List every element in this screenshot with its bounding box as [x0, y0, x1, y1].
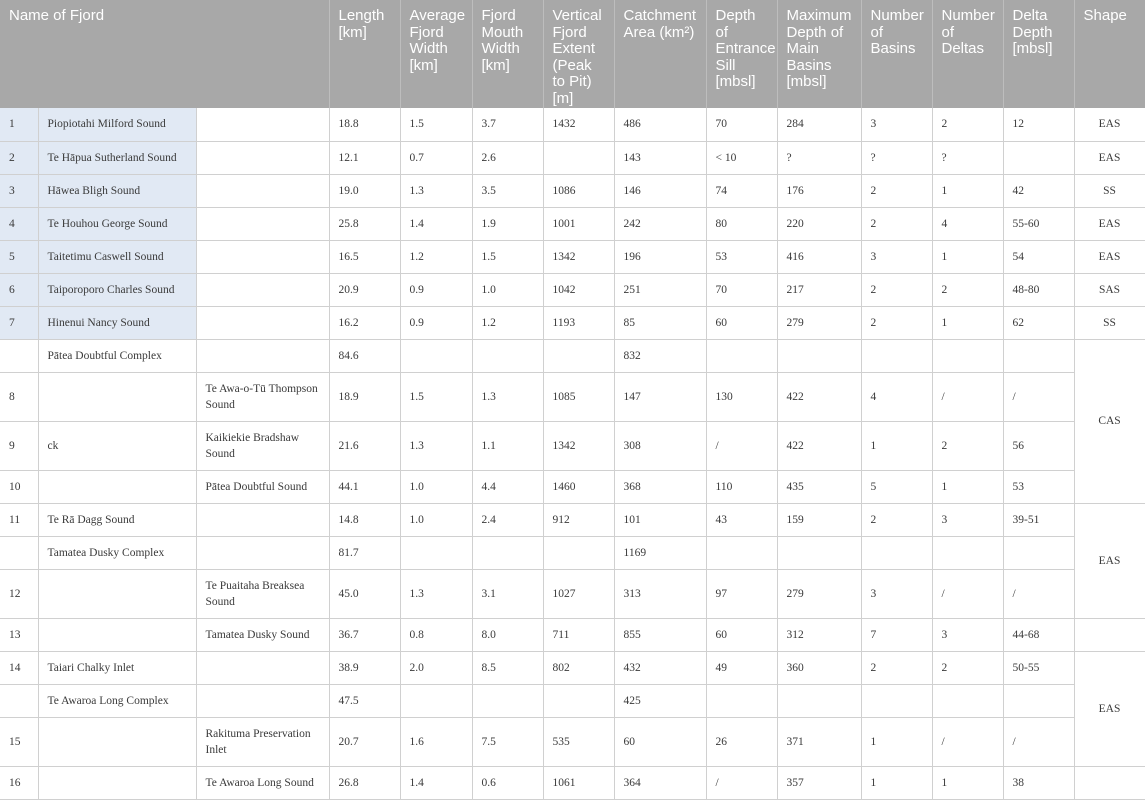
cell-shape: SAS — [1074, 273, 1145, 306]
cell-catchment: 60 — [614, 717, 706, 766]
cell-mouth-width: 0.6 — [472, 766, 543, 799]
row-number: 15 — [0, 717, 38, 766]
table-row — [0, 306, 1145, 339]
cell-catchment: 313 — [614, 569, 706, 618]
cell-delta-depth: 50-55 — [1003, 651, 1074, 684]
cell-deltas: / — [932, 569, 1003, 618]
cell-max-depth: 217 — [777, 273, 861, 306]
cell-basins: 4 — [861, 372, 932, 421]
row-number: 10 — [0, 470, 38, 503]
cell-mouth-width: 3.5 — [472, 174, 543, 207]
cell-vertical: 1027 — [543, 569, 614, 618]
cell-vertical — [543, 684, 614, 717]
cell-basins — [861, 684, 932, 717]
cell-basins: 3 — [861, 108, 932, 141]
cell-sill: 97 — [706, 569, 777, 618]
table-header-row — [0, 0, 1145, 108]
table-row — [0, 569, 1145, 618]
cell-max-depth: 422 — [777, 421, 861, 470]
cell-catchment: 832 — [614, 339, 706, 372]
cell-length: 12.1 — [329, 141, 400, 174]
cell-max-depth: 360 — [777, 651, 861, 684]
cell-shape: SS — [1074, 306, 1145, 339]
cell-vertical — [543, 339, 614, 372]
cell-mouth-width: 2.4 — [472, 503, 543, 536]
fjord-name: Te Hāpua Sutherland Sound — [38, 141, 196, 174]
cell-catchment: 364 — [614, 766, 706, 799]
cell-avg-width — [400, 536, 472, 569]
cell-length: 45.0 — [329, 569, 400, 618]
cell-max-depth — [777, 536, 861, 569]
fjord-name: Tamatea Dusky Complex — [38, 536, 196, 569]
fjord-name: Hinenui Nancy Sound — [38, 306, 196, 339]
cell-deltas: 3 — [932, 618, 1003, 651]
cell-avg-width: 1.0 — [400, 503, 472, 536]
fjord-name — [38, 618, 196, 651]
table-row — [0, 618, 1145, 651]
table-row — [0, 651, 1145, 684]
cell-avg-width: 1.2 — [400, 240, 472, 273]
cell-mouth-width: 1.9 — [472, 207, 543, 240]
cell-vertical: 1460 — [543, 470, 614, 503]
cell-mouth-width: 1.2 — [472, 306, 543, 339]
table-row — [0, 536, 1145, 569]
cell-mouth-width — [472, 684, 543, 717]
cell-sill: 49 — [706, 651, 777, 684]
cell-catchment: 486 — [614, 108, 706, 141]
cell-deltas: 1 — [932, 306, 1003, 339]
cell-max-depth: ? — [777, 141, 861, 174]
table-row — [0, 174, 1145, 207]
cell-max-depth: 279 — [777, 306, 861, 339]
table-row — [0, 684, 1145, 717]
cell-shape: EAS — [1074, 108, 1145, 141]
cell-basins: 2 — [861, 306, 932, 339]
row-number — [0, 536, 38, 569]
cell-basins: 1 — [861, 421, 932, 470]
cell-sill — [706, 684, 777, 717]
table-row — [0, 339, 1145, 372]
cell-delta-depth: 39-51 — [1003, 503, 1074, 536]
cell-catchment: 1169 — [614, 536, 706, 569]
cell-sill — [706, 339, 777, 372]
cell-mouth-width: 1.5 — [472, 240, 543, 273]
cell-avg-width: 2.0 — [400, 651, 472, 684]
sub-fjord-name: Te Awaroa Long Sound — [196, 766, 329, 799]
cell-avg-width: 1.3 — [400, 421, 472, 470]
row-number: 5 — [0, 240, 38, 273]
cell-avg-width: 0.8 — [400, 618, 472, 651]
cell-mouth-width: 7.5 — [472, 717, 543, 766]
cell-mouth-width: 3.1 — [472, 569, 543, 618]
cell-vertical: 1085 — [543, 372, 614, 421]
table-row — [0, 273, 1145, 306]
sub-fjord-name — [196, 684, 329, 717]
cell-delta-depth: 48-80 — [1003, 273, 1074, 306]
cell-avg-width: 1.3 — [400, 174, 472, 207]
cell-vertical: 1342 — [543, 240, 614, 273]
cell-avg-width — [400, 684, 472, 717]
cell-deltas: 1 — [932, 240, 1003, 273]
cell-delta-depth — [1003, 536, 1074, 569]
cell-max-depth: 312 — [777, 618, 861, 651]
cell-avg-width: 1.4 — [400, 766, 472, 799]
cell-max-depth: 159 — [777, 503, 861, 536]
cell-deltas: 2 — [932, 108, 1003, 141]
sub-fjord-name: Pātea Doubtful Sound — [196, 470, 329, 503]
cell-shape: SS — [1074, 174, 1145, 207]
table-row — [0, 470, 1145, 503]
header-number-of-basins: Number of Basins — [861, 0, 932, 108]
header-mouth-width: Fjord Mouth Width [km] — [472, 0, 543, 108]
cell-basins: 1 — [861, 717, 932, 766]
cell-deltas — [932, 684, 1003, 717]
cell-delta-depth: 44-68 — [1003, 618, 1074, 651]
cell-max-depth: 284 — [777, 108, 861, 141]
fjord-name: Piopiotahi Milford Sound — [38, 108, 196, 141]
cell-delta-depth: / — [1003, 569, 1074, 618]
cell-vertical: 802 — [543, 651, 614, 684]
cell-vertical: 1042 — [543, 273, 614, 306]
cell-sill: 70 — [706, 108, 777, 141]
fjord-name — [38, 717, 196, 766]
cell-sill: 26 — [706, 717, 777, 766]
cell-length: 44.1 — [329, 470, 400, 503]
sub-fjord-name — [196, 207, 329, 240]
cell-avg-width: 1.4 — [400, 207, 472, 240]
cell-basins — [861, 536, 932, 569]
cell-vertical: 711 — [543, 618, 614, 651]
table-row — [0, 421, 1145, 470]
fjord-name: Hāwea Bligh Sound — [38, 174, 196, 207]
cell-delta-depth: 38 — [1003, 766, 1074, 799]
cell-vertical: 1061 — [543, 766, 614, 799]
table-row — [0, 372, 1145, 421]
header-name-of-fjord: Name of Fjord — [0, 0, 329, 108]
cell-delta-depth — [1003, 339, 1074, 372]
cell-basins: 2 — [861, 503, 932, 536]
cell-length: 25.8 — [329, 207, 400, 240]
table-row — [0, 503, 1145, 536]
cell-vertical — [543, 141, 614, 174]
sub-fjord-name — [196, 108, 329, 141]
cell-delta-depth: 56 — [1003, 421, 1074, 470]
sub-fjord-name: Kaikiekie Bradshaw Sound — [196, 421, 329, 470]
row-number: 11 — [0, 503, 38, 536]
sub-fjord-name: Te Puaitaha Breaksea Sound — [196, 569, 329, 618]
cell-delta-depth: / — [1003, 717, 1074, 766]
table-row — [0, 766, 1145, 799]
cell-vertical: 1001 — [543, 207, 614, 240]
cell-sill: 43 — [706, 503, 777, 536]
sub-fjord-name — [196, 536, 329, 569]
cell-max-depth: 416 — [777, 240, 861, 273]
cell-max-depth: 357 — [777, 766, 861, 799]
cell-shape — [1074, 618, 1145, 651]
cell-sill: / — [706, 766, 777, 799]
cell-basins — [861, 339, 932, 372]
fjord-name — [38, 766, 196, 799]
cell-deltas — [932, 536, 1003, 569]
cell-length: 38.9 — [329, 651, 400, 684]
cell-basins: 2 — [861, 207, 932, 240]
cell-catchment: 855 — [614, 618, 706, 651]
cell-basins: 1 — [861, 766, 932, 799]
cell-deltas: 2 — [932, 651, 1003, 684]
cell-max-depth — [777, 684, 861, 717]
cell-mouth-width: 8.5 — [472, 651, 543, 684]
cell-deltas — [932, 339, 1003, 372]
cell-vertical — [543, 536, 614, 569]
header-sill-depth: Depth of Entrance Sill [mbsl] — [706, 0, 777, 108]
cell-sill: 70 — [706, 273, 777, 306]
cell-deltas: 1 — [932, 174, 1003, 207]
row-number: 9 — [0, 421, 38, 470]
cell-catchment: 143 — [614, 141, 706, 174]
cell-avg-width: 1.5 — [400, 372, 472, 421]
cell-avg-width: 0.9 — [400, 306, 472, 339]
cell-deltas: 2 — [932, 273, 1003, 306]
cell-length: 20.9 — [329, 273, 400, 306]
cell-basins: ? — [861, 141, 932, 174]
fjord-name: Te Houhou George Sound — [38, 207, 196, 240]
cell-deltas: 1 — [932, 470, 1003, 503]
cell-catchment: 242 — [614, 207, 706, 240]
cell-delta-depth: 42 — [1003, 174, 1074, 207]
cell-max-depth: 435 — [777, 470, 861, 503]
cell-delta-depth — [1003, 141, 1074, 174]
cell-max-depth: 176 — [777, 174, 861, 207]
cell-delta-depth: 55-60 — [1003, 207, 1074, 240]
cell-avg-width: 1.3 — [400, 569, 472, 618]
cell-catchment: 85 — [614, 306, 706, 339]
cell-basins: 3 — [861, 569, 932, 618]
cell-deltas: 3 — [932, 503, 1003, 536]
fjord-name: Te Awaroa Long Complex — [38, 684, 196, 717]
cell-basins: 2 — [861, 174, 932, 207]
cell-catchment: 196 — [614, 240, 706, 273]
row-number: 1 — [0, 108, 38, 141]
cell-shape: CAS — [1074, 339, 1145, 503]
table-row — [0, 240, 1145, 273]
sub-fjord-name: Tamatea Dusky Sound — [196, 618, 329, 651]
cell-shape: EAS — [1074, 141, 1145, 174]
cell-avg-width: 1.6 — [400, 717, 472, 766]
cell-sill: 80 — [706, 207, 777, 240]
cell-shape: EAS — [1074, 240, 1145, 273]
cell-length: 20.7 — [329, 717, 400, 766]
cell-max-depth: 279 — [777, 569, 861, 618]
header-vertical-extent: Vertical Fjord Extent (Peak to Pit) [m] — [543, 0, 614, 108]
cell-length: 81.7 — [329, 536, 400, 569]
sub-fjord-name — [196, 273, 329, 306]
sub-fjord-name — [196, 141, 329, 174]
cell-catchment: 308 — [614, 421, 706, 470]
sub-fjord-name — [196, 174, 329, 207]
cell-delta-depth: / — [1003, 372, 1074, 421]
row-number: 14 — [0, 651, 38, 684]
cell-mouth-width: 8.0 — [472, 618, 543, 651]
row-number: 13 — [0, 618, 38, 651]
row-number: 12 — [0, 569, 38, 618]
cell-vertical: 912 — [543, 503, 614, 536]
cell-basins: 2 — [861, 651, 932, 684]
cell-length: 14.8 — [329, 503, 400, 536]
cell-deltas: 2 — [932, 421, 1003, 470]
header-shape: Shape — [1074, 0, 1145, 108]
cell-mouth-width — [472, 339, 543, 372]
cell-sill: 130 — [706, 372, 777, 421]
cell-shape: EAS — [1074, 651, 1145, 766]
cell-max-depth: 220 — [777, 207, 861, 240]
row-number: 4 — [0, 207, 38, 240]
header-number-of-deltas: Number of Deltas — [932, 0, 1003, 108]
fjord-name: Taitetimu Caswell Sound — [38, 240, 196, 273]
cell-sill: 74 — [706, 174, 777, 207]
sub-fjord-name — [196, 240, 329, 273]
row-number: 6 — [0, 273, 38, 306]
cell-catchment: 147 — [614, 372, 706, 421]
cell-avg-width: 1.0 — [400, 470, 472, 503]
cell-mouth-width: 1.0 — [472, 273, 543, 306]
fjord-name: ck — [38, 421, 196, 470]
cell-basins: 3 — [861, 240, 932, 273]
cell-delta-depth: 12 — [1003, 108, 1074, 141]
cell-sill: 53 — [706, 240, 777, 273]
cell-catchment: 251 — [614, 273, 706, 306]
cell-sill: 60 — [706, 306, 777, 339]
cell-length: 84.6 — [329, 339, 400, 372]
cell-length: 18.9 — [329, 372, 400, 421]
cell-catchment: 368 — [614, 470, 706, 503]
cell-delta-depth: 54 — [1003, 240, 1074, 273]
sub-fjord-name — [196, 339, 329, 372]
cell-vertical: 1342 — [543, 421, 614, 470]
cell-deltas: / — [932, 717, 1003, 766]
fjord-name: Te Rā Dagg Sound — [38, 503, 196, 536]
cell-shape: EAS — [1074, 207, 1145, 240]
cell-sill: 110 — [706, 470, 777, 503]
table-row — [0, 108, 1145, 141]
cell-sill — [706, 536, 777, 569]
table-row — [0, 717, 1145, 766]
row-number: 7 — [0, 306, 38, 339]
cell-sill: 60 — [706, 618, 777, 651]
table-row — [0, 207, 1145, 240]
row-number — [0, 339, 38, 372]
header-average-width: Average Fjord Width [km] — [400, 0, 472, 108]
cell-avg-width — [400, 339, 472, 372]
cell-delta-depth: 62 — [1003, 306, 1074, 339]
header-length: Length [km] — [329, 0, 400, 108]
cell-mouth-width: 1.3 — [472, 372, 543, 421]
cell-length: 21.6 — [329, 421, 400, 470]
table-row — [0, 141, 1145, 174]
cell-avg-width: 1.5 — [400, 108, 472, 141]
cell-mouth-width: 3.7 — [472, 108, 543, 141]
cell-catchment: 146 — [614, 174, 706, 207]
cell-length: 18.8 — [329, 108, 400, 141]
cell-avg-width: 0.7 — [400, 141, 472, 174]
cell-vertical: 1193 — [543, 306, 614, 339]
fjord-name: Taiporoporo Charles Sound — [38, 273, 196, 306]
cell-basins: 5 — [861, 470, 932, 503]
fjord-name — [38, 569, 196, 618]
cell-basins: 7 — [861, 618, 932, 651]
cell-max-depth: 422 — [777, 372, 861, 421]
sub-fjord-name: Te Awa-o-Tū Thompson Sound — [196, 372, 329, 421]
cell-catchment: 425 — [614, 684, 706, 717]
cell-length: 16.5 — [329, 240, 400, 273]
cell-deltas: / — [932, 372, 1003, 421]
fjord-name: Pātea Doubtful Complex — [38, 339, 196, 372]
fjord-name — [38, 470, 196, 503]
sub-fjord-name — [196, 651, 329, 684]
cell-vertical: 1086 — [543, 174, 614, 207]
sub-fjord-name — [196, 503, 329, 536]
cell-deltas: 1 — [932, 766, 1003, 799]
cell-mouth-width — [472, 536, 543, 569]
cell-vertical: 1432 — [543, 108, 614, 141]
cell-basins: 2 — [861, 273, 932, 306]
cell-length: 36.7 — [329, 618, 400, 651]
cell-shape — [1074, 766, 1145, 799]
fjord-name: Taiari Chalky Inlet — [38, 651, 196, 684]
fjord-name — [38, 372, 196, 421]
cell-length: 26.8 — [329, 766, 400, 799]
cell-catchment: 101 — [614, 503, 706, 536]
cell-max-depth — [777, 339, 861, 372]
header-catchment-area: Catchment Area (km²) — [614, 0, 706, 108]
cell-catchment: 432 — [614, 651, 706, 684]
cell-mouth-width: 4.4 — [472, 470, 543, 503]
cell-sill: / — [706, 421, 777, 470]
row-number: 16 — [0, 766, 38, 799]
cell-mouth-width: 1.1 — [472, 421, 543, 470]
row-number: 8 — [0, 372, 38, 421]
row-number: 2 — [0, 141, 38, 174]
sub-fjord-name: Rakituma Preservation Inlet — [196, 717, 329, 766]
cell-length: 16.2 — [329, 306, 400, 339]
cell-avg-width: 0.9 — [400, 273, 472, 306]
cell-deltas: 4 — [932, 207, 1003, 240]
header-delta-depth: Delta Depth [mbsl] — [1003, 0, 1074, 108]
cell-length: 47.5 — [329, 684, 400, 717]
cell-delta-depth: 53 — [1003, 470, 1074, 503]
cell-shape: EAS — [1074, 503, 1145, 618]
row-number — [0, 684, 38, 717]
cell-delta-depth — [1003, 684, 1074, 717]
sub-fjord-name — [196, 306, 329, 339]
cell-deltas: ? — [932, 141, 1003, 174]
cell-length: 19.0 — [329, 174, 400, 207]
cell-vertical: 535 — [543, 717, 614, 766]
header-max-depth: Maximum Depth of Main Basins [mbsl] — [777, 0, 861, 108]
row-number: 3 — [0, 174, 38, 207]
cell-max-depth: 371 — [777, 717, 861, 766]
cell-sill: < 10 — [706, 141, 777, 174]
cell-mouth-width: 2.6 — [472, 141, 543, 174]
